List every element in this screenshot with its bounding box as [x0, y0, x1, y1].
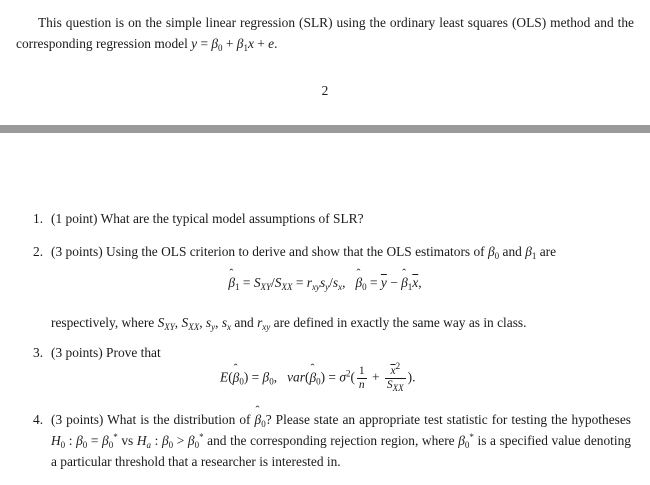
- question-2-continuation: respectively, where $S_{XY}$, $S_{XX}$, $s_y$, $s_x$ and $r_{xy}$ are defined in exactly the same way as in class.: [51, 315, 527, 332]
- question-text: (3 points) What is the distribution of ˆ $\beta_0$? Please state an appropriate test statistic for testing the hypotheses $H_0$ : $\beta_0 = \beta_0^*$ vs $H_a$ : $\beta_0 > \beta_0^*$ and the corresponding rejection region, where $\beta_0^*$ is a specified value denoting a particular threshold that a researcher is interested in.: [51, 409, 631, 472]
- question-text: (3 points) Using the OLS criterion to derive and show that the OLS estimators of $\beta_0$ and $\beta_1$ are: [51, 244, 557, 261]
- question-number: 3.: [33, 345, 44, 360]
- intro-paragraph: This question is on the simple linear regression (SLR) using the ordinary least squares (OLS) method and the corresponding regression model $y = \beta_0 + \beta_1x + e$.: [16, 15, 634, 53]
- ols-estimator-equation: ˆ $\beta_1 = S_{XY}/S_{XX} = r_{xy}s_y/s_x$, ˆ $\beta_0 = \overline{y}$ − ˆ $\beta_1\overline{x}$,: [0, 275, 650, 291]
- variance-equation: E(ˆ $\beta_0) = \beta_0$, var(ˆ $\beta_0) = \sigma^2$( $\frac{1}{n}$ + $\frac{\overline{x}^2}{S_{XX}}$ ).: [220, 365, 415, 392]
- question-number: 2.: [33, 244, 44, 259]
- question-number: 1.: [33, 211, 44, 226]
- page-number: 2: [321, 83, 329, 98]
- page-bottom: [0, 134, 650, 485]
- question-text: (1 point) What are the typical model assumptions of SLR?: [51, 211, 364, 226]
- page-divider: [0, 125, 650, 133]
- question-text: (3 points) Prove that: [51, 345, 161, 360]
- question-number: 4.: [33, 412, 44, 427]
- page-top: [0, 0, 650, 124]
